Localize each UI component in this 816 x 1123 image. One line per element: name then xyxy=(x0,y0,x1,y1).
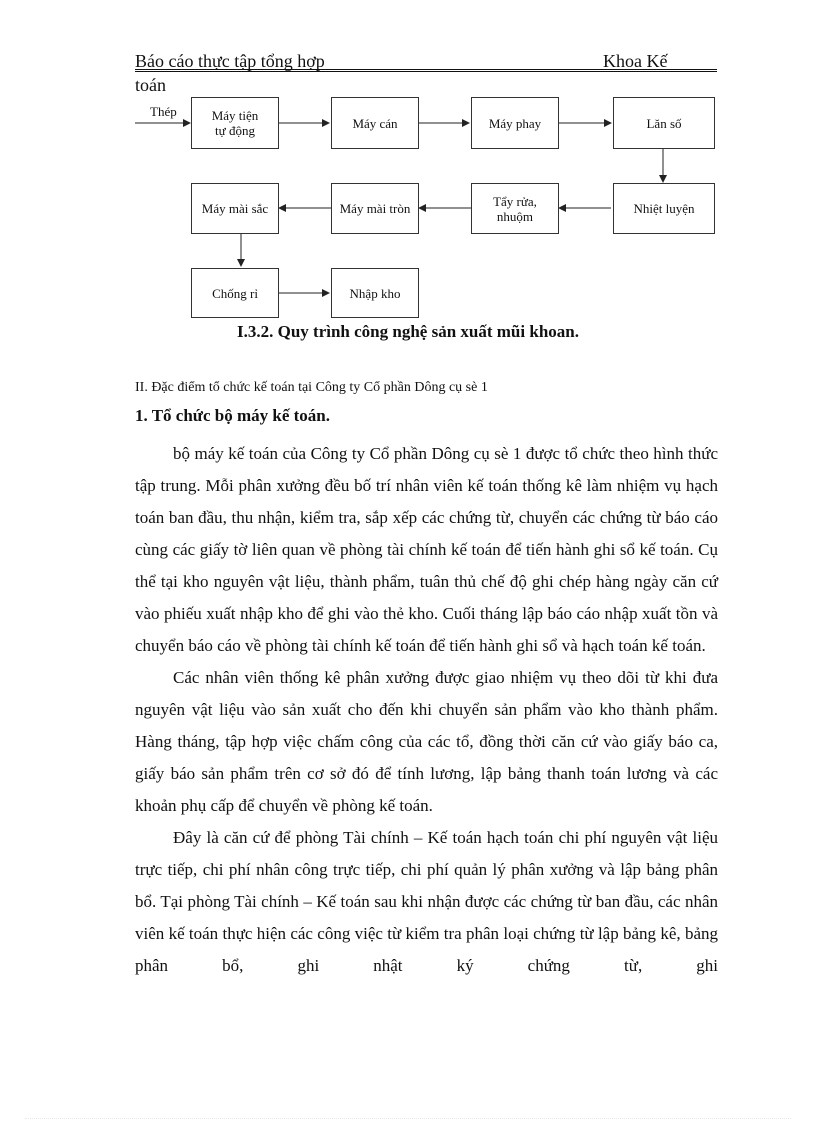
node-may-can xyxy=(331,97,419,149)
subsection-title: 1. Tổ chức bộ máy kế toán. xyxy=(135,406,331,425)
node-label: Chống rỉ xyxy=(212,285,258,301)
section-title: II. Đặc điểm tổ chức kế toán tại Công ty Cổ phần Dông cụ sè 1 xyxy=(135,380,488,395)
node-label: Nhiệt luyện xyxy=(633,201,695,216)
node-label: Máy cán xyxy=(352,115,398,131)
node-label: Máy phay xyxy=(488,115,542,131)
header-report-title: Báo cáo thực tập tổng hợp xyxy=(135,51,325,71)
header-rule xyxy=(135,69,717,70)
page-header xyxy=(135,50,717,94)
node-may-mai-tron xyxy=(331,183,419,234)
header-rule xyxy=(135,71,717,72)
figure-caption: I.3.2. Quy trình công nghệ sản xuất mũi khoan. xyxy=(237,322,579,341)
process-flowchart xyxy=(135,96,720,322)
node-label: Tẩy rửa, nhuộm xyxy=(493,193,537,224)
paragraph: Đây là căn cứ để phòng Tài chính – Kế toán hạch toán chi phí nguyên vật liệu trực tiếp, chi phí nhân công trực tiếp, chi phí quản lý phân xưởng và lập bảng phân bổ. Tại phòng Tài chính – Kế toán sau khi nhận được các chứng từ ban đầu, các nhân viên kế toán thực hiện các công việc từ kiểm tra phân loại chứng từ lập bảng kê, bảng phân bổ, ghi nhật ký chứng từ, ghi xyxy=(135,828,718,975)
node-may-mai-sac xyxy=(191,183,279,234)
node-label: Lăn số xyxy=(646,115,682,131)
paragraph: bộ máy kế toán của Công ty Cổ phần Dông cụ sè 1 được tổ chức theo hình thức tập trung. Mỗi phân xưởng đều bố trí nhân viên kế toán thống kê làm nhiệm vụ hạch toán ban đầu, thu nhận, kiểm tra, sắp xếp các chứng từ, chuyển các chứng từ báo cáo cùng các giấy tờ liên quan về phòng tài chính kế toán để tiến hành ghi sổ kế toán. Cụ thể tại kho nguyên vật liệu, thành phẩm, tuân thủ chế độ ghi chép hàng ngày căn cứ vào phiếu xuất nhập kho để ghi vào thẻ kho. Cuối tháng lập báo cáo nhập xuất tồn và chuyển báo cáo về phòng tài chính kế toán để tiến hành ghi sổ và hạch toán kế toán. xyxy=(135,444,718,655)
node-may-phay xyxy=(471,97,559,149)
node-tay-rua xyxy=(471,183,559,234)
node-may-tien xyxy=(191,97,279,149)
node-label: Máy tiện tự động xyxy=(211,108,259,138)
body-text xyxy=(135,438,718,982)
input-label: Thép xyxy=(150,104,177,119)
node-lan-so xyxy=(613,97,715,149)
node-label: Máy mài sắc xyxy=(201,201,269,216)
node-chong-ri xyxy=(191,268,279,318)
node-label: Nhập kho xyxy=(349,285,401,301)
node-nhap-kho xyxy=(331,268,419,318)
header-department-continuation: toán xyxy=(135,75,166,95)
page-bottom-border xyxy=(25,1118,791,1119)
header-department: Khoa Kế xyxy=(603,51,668,71)
node-label: Máy mài tròn xyxy=(339,201,411,216)
paragraph: Các nhân viên thống kê phân xưởng được giao nhiệm vụ theo dõi từ khi đưa nguyên vật liệu vào sản xuất cho đến khi chuyển sản phẩm vào kho thành phẩm. Hàng tháng, tập hợp việc chấm công của các tổ, đồng thời căn cứ vào giấy báo ca, giấy báo sản phẩm trên cơ sở đó để tính lương, lập bảng thanh toán lương và các khoản phụ cấp để chuyển về phòng kế toán. xyxy=(135,668,718,815)
node-nhiet-luyen xyxy=(613,183,715,234)
